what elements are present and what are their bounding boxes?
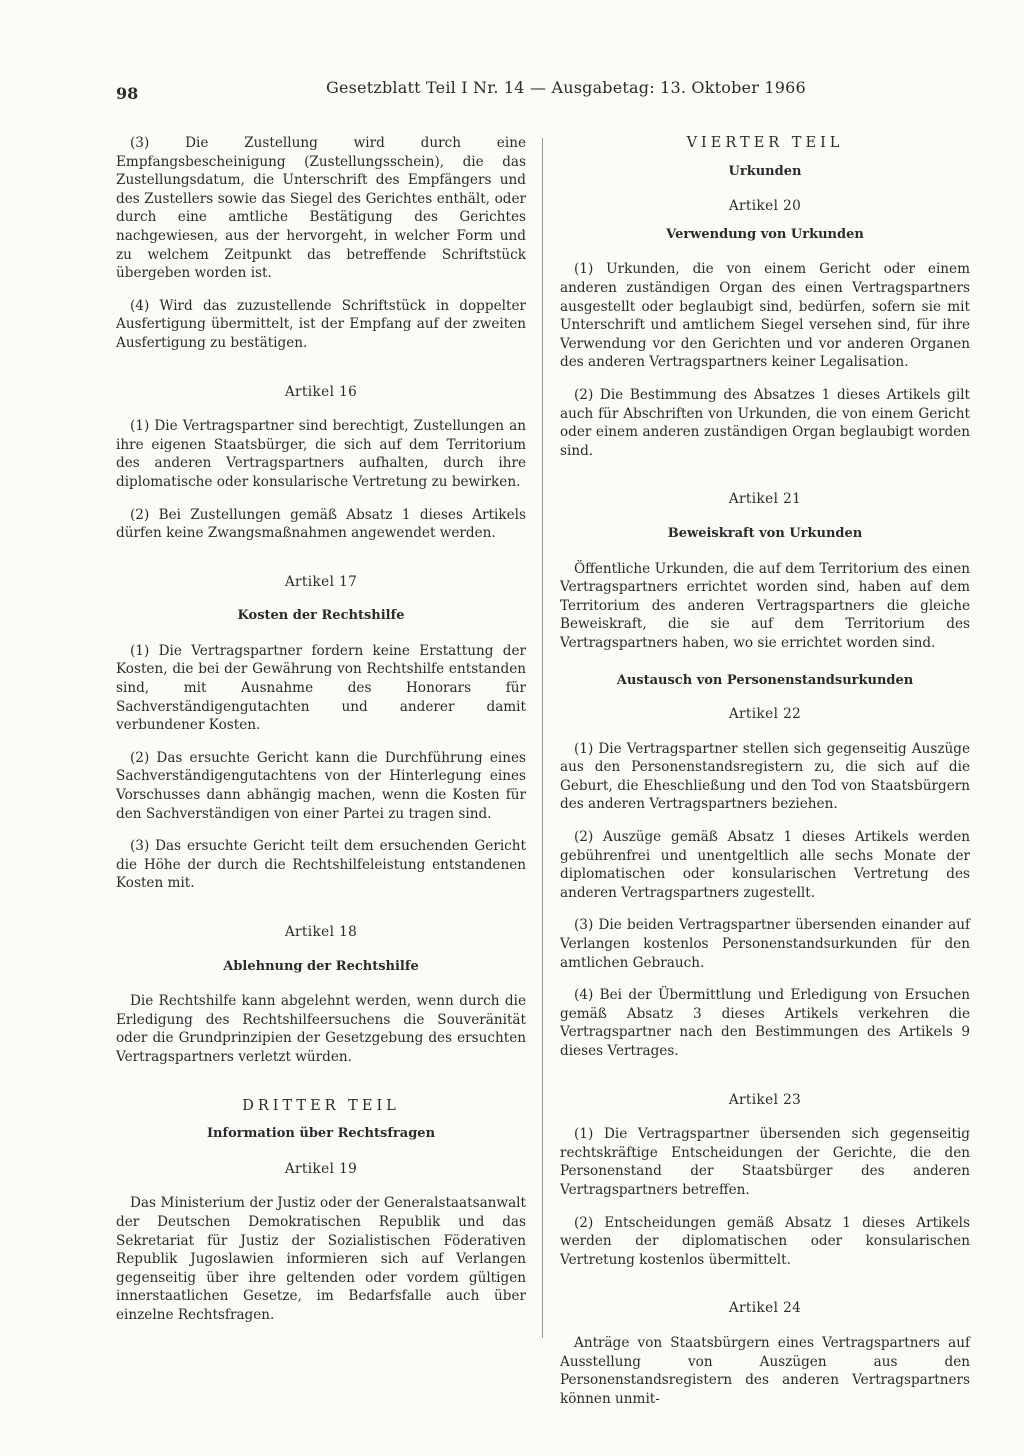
paragraph: Öffentliche Urkunden, die auf dem Territorium des einen Vertragspartners errichtet worden sind, haben auf dem Territorium des anderen Vertragspartners die gleiche Beweiskraft, die sie auf dem Territorium des Vertragspartners haben, wo sie errichtet worden sind. xyxy=(560,560,970,651)
section-title: Austausch von Personenstandsurkunden xyxy=(616,673,914,689)
article-heading: Artikel 20 xyxy=(728,198,802,215)
paragraph: (2) Bei Zustellungen gemäß Absatz 1 dieses Artikels dürfen keine Zwangsmaßnahmen angewendet werden. xyxy=(116,506,526,542)
part-heading: VIERTER TEIL xyxy=(686,135,844,151)
paragraph: (3) Die Zustellung wird durch eine Empfangsbescheinigung (Zustellungsschein), die das Zustellungsdatum, die Unterschrift des Empfängers und des Zustellers sowie das Siegel des Gerichtes enthält, oder durch eine amtliche Bestätigung des Gerichtes nachgewiesen, aus der hervorgeht, in welcher Form und zu welchem Zeitpunkt das betreffende Schriftstück übergeben worden ist. xyxy=(116,135,526,282)
paragraph: (1) Die Vertragspartner fordern keine Erstattung der Kosten, die bei der Gewährung von Rechtshilfe entstanden sind, mit Ausnahme des Honorars für Sachverständigengutachten und anderer damit verbundener Kosten. xyxy=(116,642,526,734)
part-title: Urkunden xyxy=(728,163,802,179)
article-heading: Artikel 16 xyxy=(284,383,358,400)
paragraph: (1) Die Vertragspartner stellen sich gegenseitig Auszüge aus den Personenstandsregistern zu, die sich auf die Geburt, die Eheschließung und den Tod von Staatsbürgern des anderen Vertragspartners beziehen. xyxy=(560,740,970,813)
paragraph: (2) Das ersuchte Gericht kann die Durchführung eines Sachverständigengutachtens von der Hinterlegung eines Vorschusses dann abhängig machen, wenn die Kosten für den Sachverständigen von einer Partei zu tragen sind. xyxy=(116,749,526,822)
article-heading: Artikel 24 xyxy=(728,1300,802,1317)
paragraph: Das Ministerium der Justiz oder der Generalstaatsanwalt der Deutschen Demokratischen Republik und das Sekretariat für Justiz der Sozialistischen Föderativen Republik Jugoslawien informieren sich auf Verlangen gegenseitig über ihre geltenden oder vordem gültigen innerstaatlichen Gesetze, im Bedarfsfalle auch über einzelne Rechtsfragen. xyxy=(116,1195,526,1323)
paragraph: (2) Die Bestimmung des Absatzes 1 dieses Artikels gilt auch für Abschriften von Urkunden, die von einem Gericht oder einem anderen zuständigen Organ beglaubigt worden sind. xyxy=(560,386,970,459)
article-title: Beweiskraft von Urkunden xyxy=(667,525,863,541)
paragraph: (1) Die Vertragspartner übersenden sich gegenseitig rechtskräftige Entscheidungen der Gerichte, die den Personenstand der Staatsbürger des anderen Vertragspartners betreffen. xyxy=(560,1126,970,1198)
paragraph: (3) Die beiden Vertragspartner übersenden einander auf Verlangen kostenlos Personenstandsurkunden für den amtlichen Gebrauch. xyxy=(560,917,970,971)
article-title: Kosten der Rechtshilfe xyxy=(237,608,405,624)
part-title: Information über Rechtsfragen xyxy=(206,1126,436,1142)
left-column xyxy=(116,134,526,1339)
paragraph: (4) Bei der Übermittlung und Erledigung von Ersuchen gemäß Absatz 3 dieses Artikels verkehren die Vertragspartner nach den Bestimmungen des Artikels 9 dieses Vertrages. xyxy=(560,987,970,1059)
page-number: 98 xyxy=(116,84,139,103)
article-title: Ablehnung der Rechtshilfe xyxy=(223,958,419,974)
article-heading: Artikel 21 xyxy=(728,491,802,508)
paragraph: Anträge von Staatsbürgern eines Vertragspartners auf Ausstellung von Auszügen aus den Personenstandsregistern des anderen Vertragspartners können unmit- xyxy=(560,1334,970,1407)
article-heading: Artikel 22 xyxy=(728,706,802,723)
running-title: Gesetzblatt Teil I Nr. 14 — Ausgabetag: 13. Oktober 1966 xyxy=(326,78,806,97)
right-column xyxy=(560,134,970,1422)
article-heading: Artikel 17 xyxy=(284,573,358,590)
paragraph: Die Rechtshilfe kann abgelehnt werden, wenn durch die Erledigung des Rechtshilfeersuchens die Souveränität oder die Grundprinzipien der Gesetzgebung des ersuchten Vertragspartners verletzt würden. xyxy=(116,993,526,1065)
part-heading: DRITTER TEIL xyxy=(242,1097,400,1114)
paragraph: (3) Das ersuchte Gericht teilt dem ersuchenden Gericht die Höhe der durch die Rechtshilfeleistung entstandenen Kosten mit. xyxy=(116,838,526,892)
paragraph: (1) Die Vertragspartner sind berechtigt, Zustellungen an ihre eigenen Staatsbürger, die sich auf dem Territorium des anderen Vertragspartners aufhalten, durch ihre diplomatische oder konsularische Vertretung zu bewirken. xyxy=(116,418,526,490)
article-heading: Artikel 19 xyxy=(284,1160,358,1177)
column-divider xyxy=(542,138,543,1338)
paragraph: (1) Urkunden, die von einem Gericht oder einem anderen zuständigen Organ des einen Vertragspartners ausgestellt oder beglaubigt sind, bedürfen, sofern sie mit Unterschrift und amtlichem Siegel versehen sind, für ihre Verwendung vor den Gerichten und vor anderen Organen des anderen Vertragspartners keiner Legalisation. xyxy=(560,261,970,371)
paragraph: (2) Auszüge gemäß Absatz 1 dieses Artikels werden gebührenfrei und unentgeltlich alle sechs Monate der diplomatischen oder konsularischen Vertretung des anderen Vertragspartners zugestellt. xyxy=(560,829,970,901)
paragraph: (2) Entscheidungen gemäß Absatz 1 dieses Artikels werden der diplomatischen oder konsularischen Vertretung kostenlos übermittelt. xyxy=(560,1214,970,1268)
article-title: Verwendung von Urkunden xyxy=(666,226,864,242)
article-heading: Artikel 18 xyxy=(284,924,358,940)
article-heading: Artikel 23 xyxy=(728,1091,802,1108)
paragraph: (4) Wird das zuzustellende Schriftstück in doppelter Ausfertigung übermittelt, ist der Empfang auf der zweiten Ausfertigung zu bestätigen. xyxy=(116,297,526,351)
